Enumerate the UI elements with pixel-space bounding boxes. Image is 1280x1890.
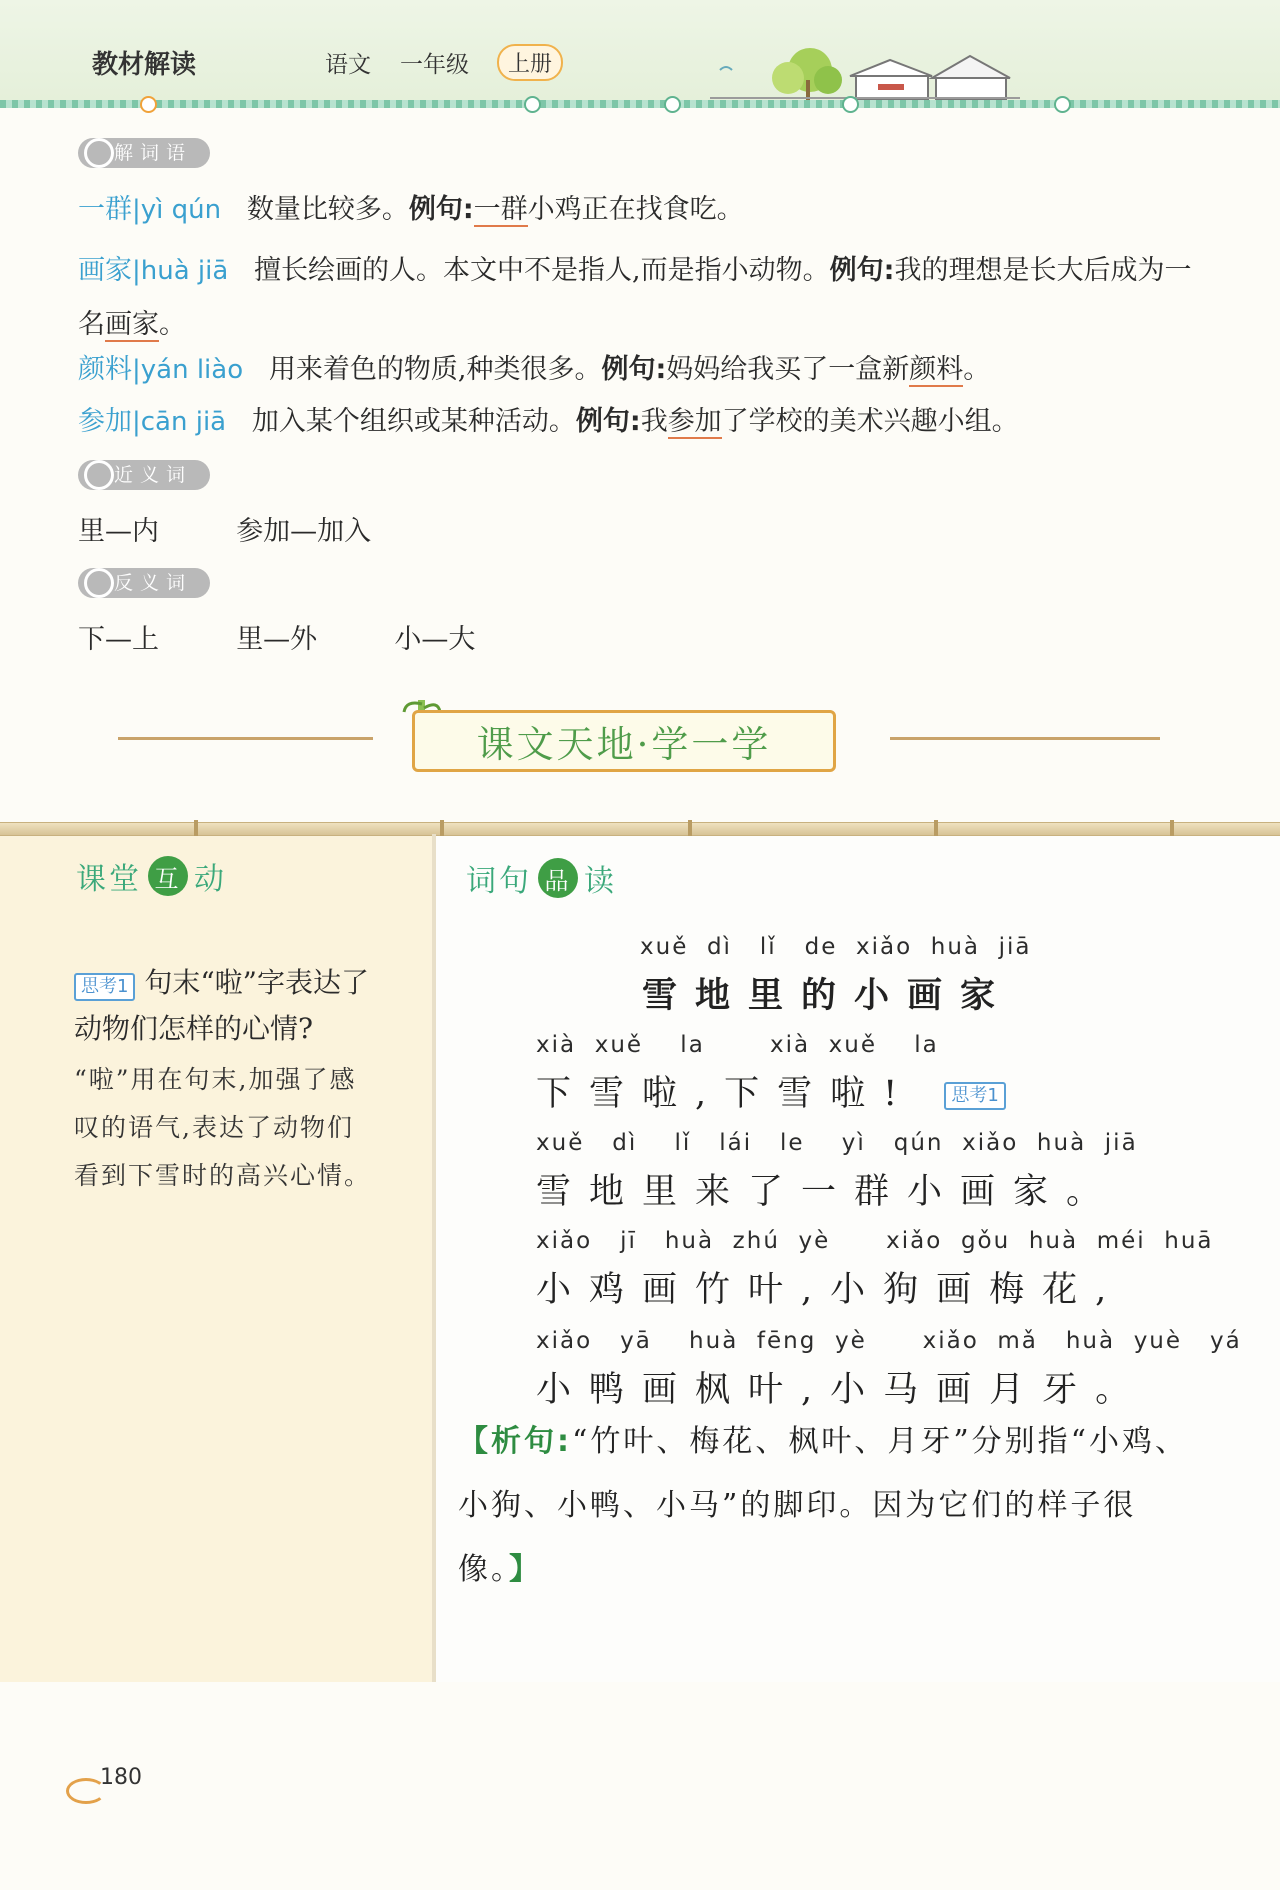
vocab-pinyin: yán liào xyxy=(140,355,244,385)
bamboo-joint xyxy=(1170,820,1174,836)
rail-node xyxy=(524,96,541,113)
vocab-word: 画家 xyxy=(78,255,132,286)
left-column xyxy=(0,830,432,1682)
vocab-definition: 擅长绘画的人。本文中不是指人,而是指小动物。 xyxy=(254,255,830,286)
synonym-list xyxy=(78,512,371,552)
header-rail xyxy=(0,100,1280,108)
answer-line: 看到下雪时的高兴心情。 xyxy=(74,1161,372,1190)
think-question xyxy=(74,960,428,1052)
example-text: 了学校的美术兴趣小组。 xyxy=(721,406,1019,437)
section-banner: 课文天地·学一学 xyxy=(412,710,836,772)
answer-line: “啦”用在句末,加强了感 xyxy=(74,1065,357,1094)
banner-rule-right xyxy=(890,737,1160,740)
heading-circle: 品 xyxy=(538,858,578,898)
example-text: 。 xyxy=(159,309,186,340)
vocab-word: 参加 xyxy=(78,406,132,437)
antonym-list xyxy=(78,620,475,660)
example-highlight: 参加 xyxy=(667,406,722,437)
header-subject: 语文 xyxy=(325,52,371,78)
example-text: 我的理想是长大后成为一名 xyxy=(78,255,1192,340)
vocab-pinyin: yì qún xyxy=(140,195,222,225)
right-column-heading xyxy=(466,856,617,900)
synonym-tag-label: 近义词 xyxy=(114,464,193,486)
poem-pinyin: xià xuě la xià xuě la xyxy=(536,1032,939,1058)
poem-title: 雪地里的小画家 xyxy=(642,976,1014,1016)
vocab-word: 颜料 xyxy=(78,354,132,385)
question-text: 句末“啦”字表达了 xyxy=(144,966,369,999)
synonym-section-tag xyxy=(78,460,210,490)
question-text: 动物们怎样的心情? xyxy=(74,1012,314,1045)
example-text: 妈妈给我买了一盒新 xyxy=(666,354,910,385)
header-grade: 一年级 xyxy=(400,52,469,78)
example-label: 例句: xyxy=(601,354,667,385)
poem-text: 下雪啦,下雪啦! xyxy=(536,1074,916,1114)
rail-node xyxy=(140,96,157,113)
column-divider xyxy=(432,834,436,1682)
think-badge: 思考1 xyxy=(944,1082,1005,1110)
vocab-definition: 数量比较多。 xyxy=(246,194,409,225)
bamboo-joint xyxy=(194,820,198,836)
analysis-close: 】 xyxy=(509,1552,542,1587)
vocab-entry: 画家|huà jiā 擅长绘画的人。本文中不是指人,而是指小动物。例句:我的理想是长大后成为一名画家。 xyxy=(78,255,1192,340)
synonym-pair: 参加—加入 xyxy=(236,516,372,547)
example-label: 例句: xyxy=(829,255,895,286)
heading-text: 词句 xyxy=(466,864,532,899)
poem-line xyxy=(536,1066,1006,1116)
synonym-pair: 里—内 xyxy=(78,516,159,547)
vocab-pinyin: cān jiā xyxy=(140,407,227,437)
poem-line: 小鸡画竹叶,小狗画梅花, xyxy=(536,1270,1125,1310)
example-highlight: 画家 xyxy=(105,309,159,340)
header-volume-badge: 上册 xyxy=(497,44,563,81)
analysis-text: “竹叶、梅花、枫叶、月牙”分别指“小鸡、小狗、小鸭、小马”的脚印。因为它们的样子很像。 xyxy=(458,1424,1189,1587)
heading-text: 课堂 xyxy=(76,862,142,897)
vocab-word: 一群 xyxy=(78,194,132,225)
vocab-entry: 颜料|yán liào 用来着色的物质,种类很多。例句:妈妈给我买了一盒新颜料。 xyxy=(78,354,991,385)
example-label: 例句: xyxy=(408,194,474,225)
antonym-tag-label: 反义词 xyxy=(114,572,193,594)
page-number: 180 xyxy=(100,1765,142,1790)
bamboo-divider xyxy=(0,822,1280,836)
vocab-definition: 加入某个组织或某种活动。 xyxy=(251,406,576,437)
header-title: 教材解读 xyxy=(92,50,197,80)
analysis-paragraph xyxy=(458,1410,1198,1602)
banner-rule-left xyxy=(118,737,373,740)
answer-line: 叹的语气,表达了动物们 xyxy=(74,1113,354,1142)
heading-text: 动 xyxy=(194,862,227,897)
vocab-section-tag xyxy=(78,138,210,168)
example-text: 。 xyxy=(963,354,991,385)
heading-circle: 互 xyxy=(148,856,188,896)
heading-text: 读 xyxy=(584,864,617,899)
rail-node xyxy=(842,96,859,113)
antonym-pair: 下—上 xyxy=(78,624,159,655)
rail-node xyxy=(664,96,681,113)
rail-node xyxy=(1054,96,1071,113)
example-highlight: 一群 xyxy=(473,194,528,225)
curl-icon xyxy=(84,460,114,490)
poem-pinyin: xuě dì lǐ de xiǎo huà jiā xyxy=(640,934,1032,960)
poem-line: 雪地里来了一群小画家。 xyxy=(536,1172,1120,1212)
poem-pinyin: xiǎo jī huà zhú yè xiǎo gǒu huà méi huā xyxy=(536,1228,1214,1254)
vocab-entry: 参加|cān jiā 加入某个组织或某种活动。例句:我参加了学校的美术兴趣小组。 xyxy=(78,406,1019,437)
poem-line: 小鸭画枫叶,小马画月牙。 xyxy=(536,1370,1149,1410)
curl-icon xyxy=(84,138,114,168)
example-text: 小鸡正在找食吃。 xyxy=(527,194,744,225)
example-text: 我 xyxy=(640,406,668,437)
vocab-entry: 一群|yì qún 数量比较多。例句:一群小鸡正在找食吃。 xyxy=(78,194,744,225)
poem-pinyin: xuě dì lǐ lái le yì qún xiǎo huà jiā xyxy=(536,1130,1138,1156)
house-illustration-icon xyxy=(700,40,1030,102)
vocab-tag-label: 解词语 xyxy=(114,142,193,164)
think-answer xyxy=(74,1056,430,1200)
example-highlight: 颜料 xyxy=(909,354,964,385)
vocab-pinyin: huà jiā xyxy=(140,256,229,286)
antonym-pair: 小—大 xyxy=(394,624,476,655)
left-column-heading xyxy=(76,854,227,898)
example-label: 例句: xyxy=(575,406,641,437)
bamboo-joint xyxy=(934,820,938,836)
poem-pinyin: xiǎo yā huà fēng yè xiǎo mǎ huà yuè yá xyxy=(536,1328,1242,1354)
bamboo-joint xyxy=(688,820,692,836)
analysis-label: 【析句: xyxy=(458,1424,572,1459)
think-badge: 思考1 xyxy=(74,973,135,1001)
antonym-pair: 里—外 xyxy=(236,624,318,655)
curl-icon xyxy=(84,568,114,598)
vocab-definition: 用来着色的物质,种类很多。 xyxy=(268,354,602,385)
bamboo-joint xyxy=(440,820,444,836)
antonym-section-tag xyxy=(78,568,210,598)
